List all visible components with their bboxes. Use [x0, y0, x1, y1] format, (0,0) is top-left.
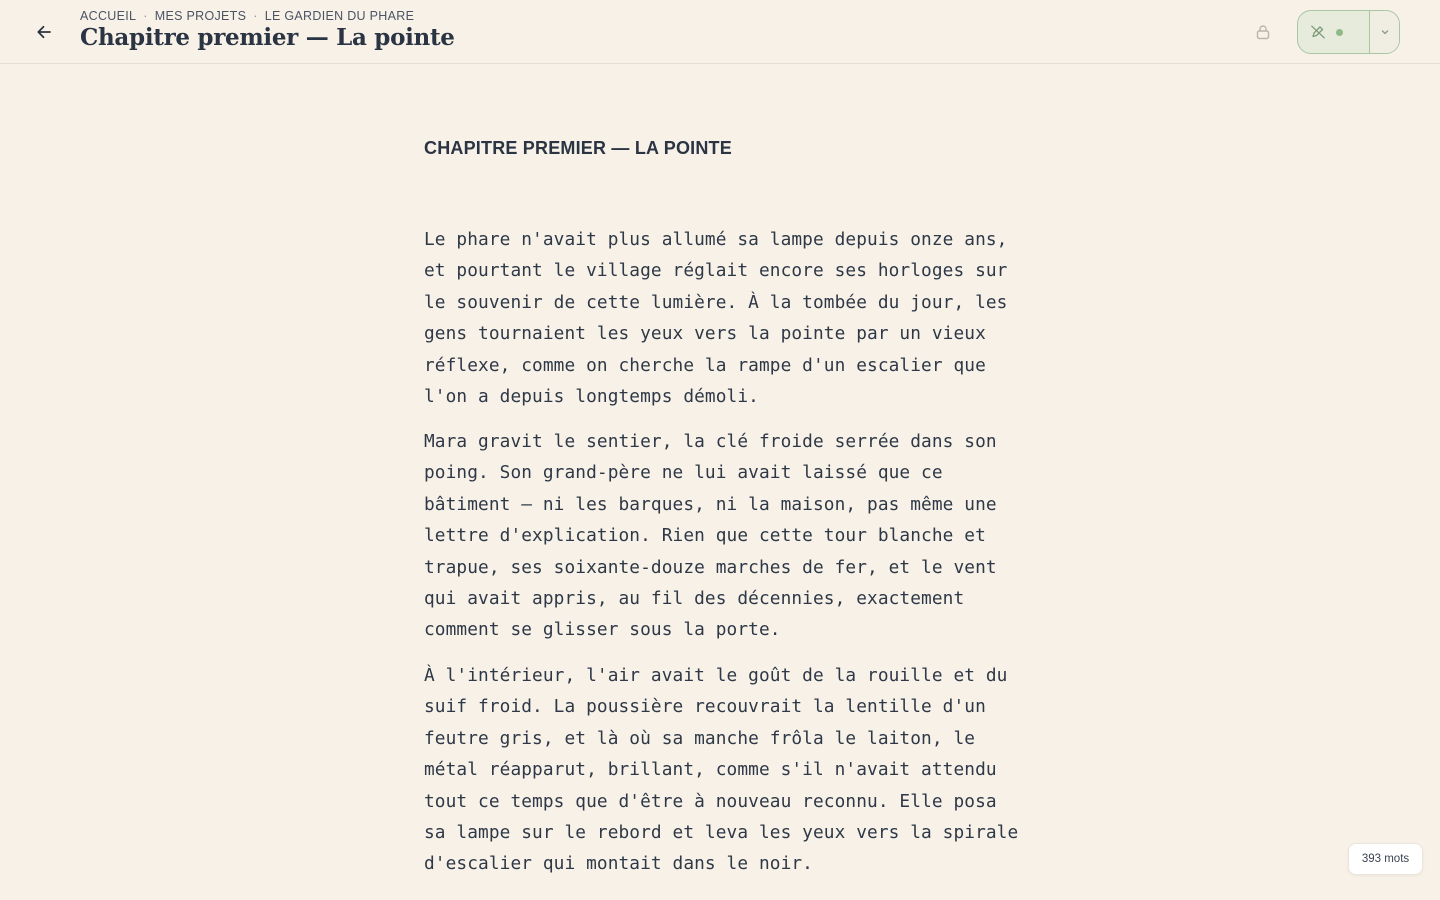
word-count-badge: 393 mots	[1348, 843, 1423, 875]
editing-mode-button[interactable]	[1298, 11, 1370, 53]
chapter-heading[interactable]: CHAPITRE PREMIER — LA POINTE	[424, 138, 732, 158]
top-bar	[0, 0, 1440, 64]
status-dot-icon	[1336, 29, 1343, 36]
breadcrumb	[80, 9, 414, 23]
breadcrumb-item-home[interactable]: ACCUEIL	[80, 9, 137, 23]
mode-dropdown-button[interactable]	[1370, 11, 1399, 53]
page-title: Chapitre premier — La pointe	[80, 24, 455, 51]
paragraph[interactable]: À l'intérieur, l'air avait le goût de la rouille et du suif froid. La poussière recouvrait la lentille d'un feutre gris, et là où sa manche frôla le laiton, le métal réapparut, brillant, comme s'il n'avait attendu tout ce temps que d'être à nouveau reconnu. Elle posa sa lampe sur le rebord et leva les yeux vers la spirale d'escalier qui montait dans le noir.	[424, 665, 1019, 875]
breadcrumb-item-project[interactable]: LE GARDIEN DU PHARE	[264, 9, 415, 23]
chevron-down-icon	[1380, 27, 1390, 37]
breadcrumb-item-projects[interactable]: MES PROJETS	[154, 9, 247, 23]
paragraph[interactable]: Mara gravit le sentier, la clé froide serrée dans son poing. Son grand-père ne lui avait laissé que ce bâtiment — ni les barques, ni la maison, pas même une lettre d'explication. Rien que cette tour blanche et trapue, ses soixante-douze marches de fer, et le vent qui avait appris, au fil des décennies, exactement comment se glisser sous la porte.	[424, 431, 997, 641]
lock-icon	[1255, 24, 1271, 40]
arrow-left-icon	[35, 23, 53, 41]
breadcrumb-separator: ·	[143, 9, 148, 23]
paragraph[interactable]: Le phare n'avait plus allumé sa lampe depuis onze ans, et pourtant le village réglait encore ses horloges sur le souvenir de cette lumière. À la tombée du jour, les gens tournaient les yeux vers la pointe par un vieux réflexe, comme on cherche la rampe d'un escalier que l'on a depuis longtemps démoli.	[424, 229, 1008, 408]
breadcrumb-separator: ·	[253, 9, 258, 23]
editing-mode-control	[1297, 10, 1400, 54]
pen-off-icon	[1310, 24, 1326, 40]
lock-button[interactable]	[1252, 21, 1274, 43]
back-button[interactable]	[28, 16, 60, 48]
